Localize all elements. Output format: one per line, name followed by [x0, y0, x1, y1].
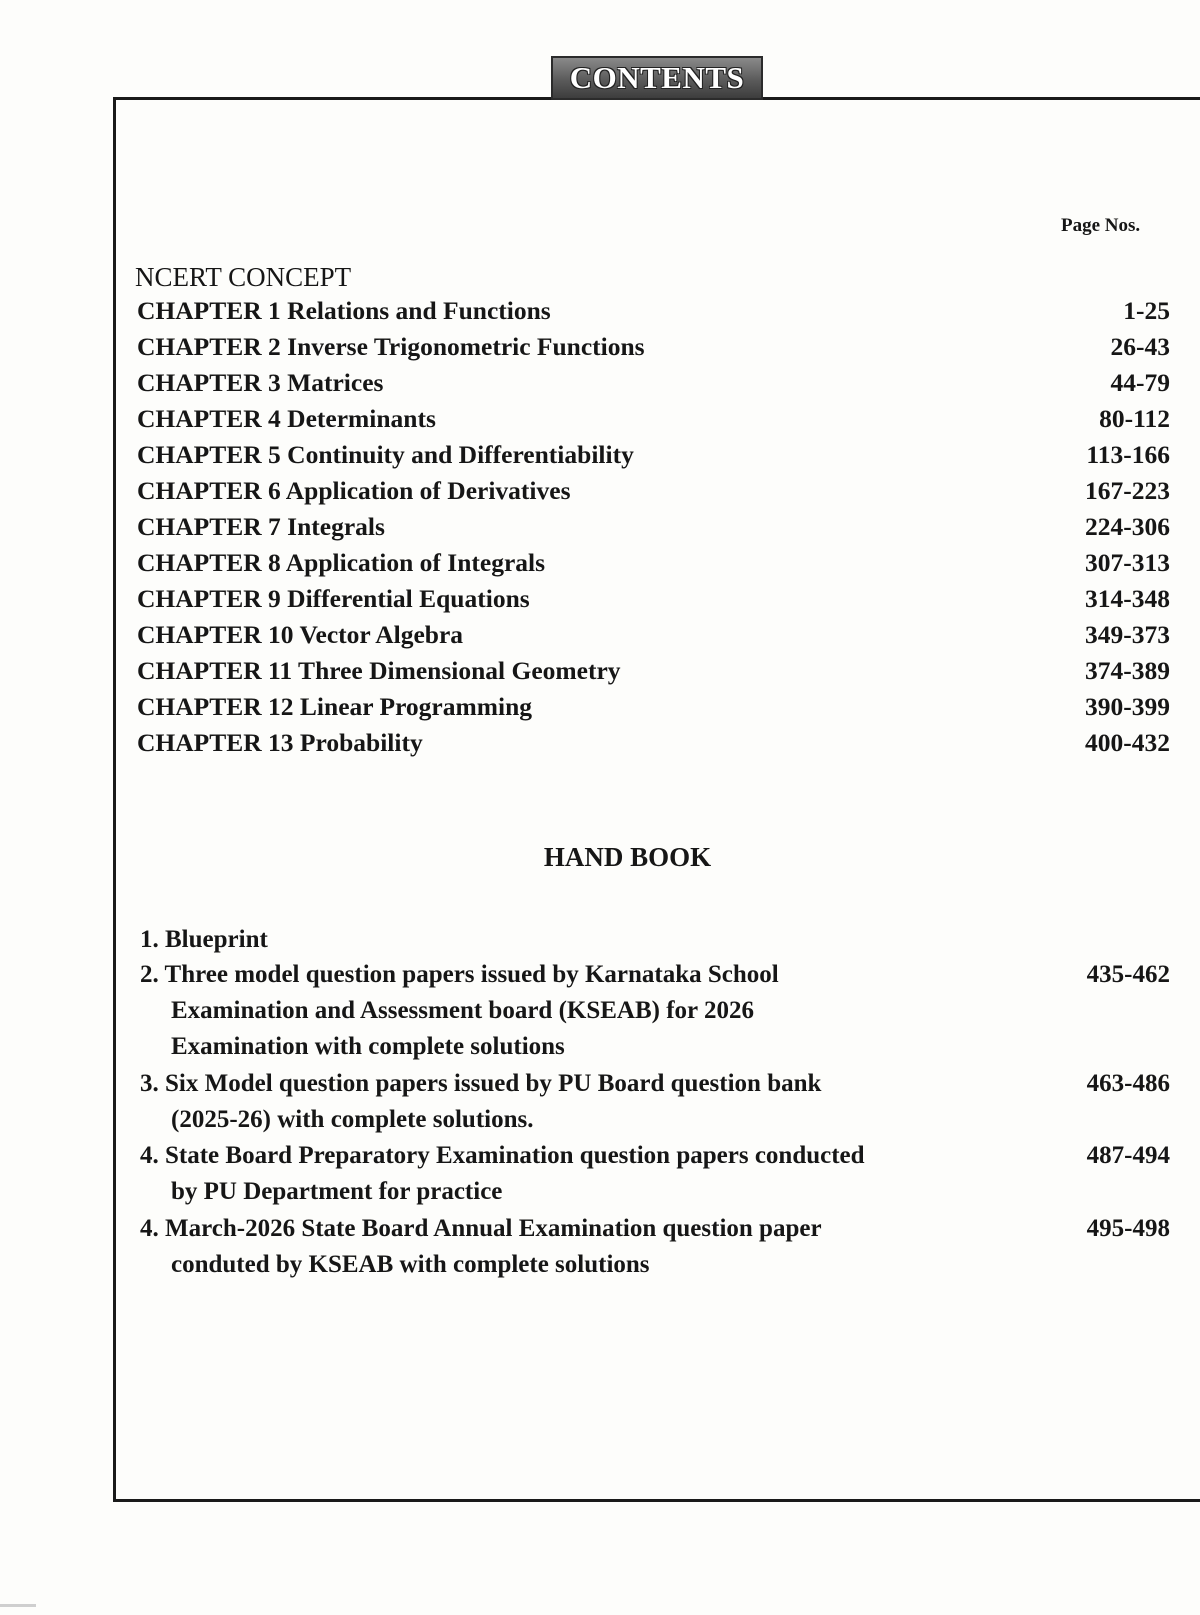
handbook-item-line: 4. State Board Preparatory Examination question papers conducted [140, 1142, 865, 1169]
chapter-row [137, 332, 1170, 368]
chapter-row [137, 404, 1170, 440]
chapter-label: CHAPTER 13 Probability [137, 728, 423, 757]
handbook-item-line: conduted by KSEAB with complete solutions [171, 1251, 650, 1278]
chapter-pages: 314-348 [1085, 584, 1170, 613]
chapter-pages: 390-399 [1085, 692, 1170, 721]
handbook-item-pages: 435-462 [1086, 961, 1170, 988]
chapter-label: CHAPTER 9 Differential Equations [137, 584, 530, 613]
chapter-row [137, 368, 1170, 404]
chapter-row [137, 584, 1170, 620]
chapter-label: CHAPTER 12 Linear Programming [137, 692, 533, 721]
chapter-label: CHAPTER 6 Application of Derivatives [137, 476, 571, 505]
chapter-row [137, 296, 1170, 332]
chapter-pages: 374-389 [1085, 656, 1170, 685]
scan-edge-mark [0, 1604, 36, 1607]
handbook-item [140, 957, 1170, 1065]
chapter-label: CHAPTER 7 Integrals [137, 512, 385, 541]
chapter-row [137, 440, 1170, 476]
chapter-pages: 167-223 [1085, 476, 1170, 505]
page-nos-label: Page Nos. [1061, 215, 1141, 236]
handbook-item [140, 1066, 1170, 1138]
chapter-pages: 113-166 [1086, 440, 1170, 469]
handbook-item-line: 3. Six Model question papers issued by PU Board question bank [140, 1070, 822, 1097]
chapter-row [137, 548, 1170, 584]
chapter-label: CHAPTER 1 Relations and Functions [137, 296, 551, 325]
chapter-row [137, 728, 1170, 764]
chapter-label: CHAPTER 8 Application of Integrals [137, 548, 546, 577]
chapter-pages: 44-79 [1110, 368, 1170, 397]
chapter-pages: 26-43 [1110, 332, 1170, 361]
chapter-row [137, 476, 1170, 512]
chapter-label: CHAPTER 3 Matrices [137, 368, 384, 397]
chapter-pages: 349-373 [1085, 620, 1170, 649]
chapter-row [137, 656, 1170, 692]
chapter-label: CHAPTER 2 Inverse Trigonometric Functions [137, 332, 645, 361]
handbook-section-title: HAND BOOK [543, 842, 712, 872]
chapter-row [137, 512, 1170, 548]
handbook-item [140, 1138, 1170, 1210]
chapter-pages: 400-432 [1085, 728, 1170, 757]
chapter-label: CHAPTER 4 Determinants [137, 404, 436, 433]
handbook-item-pages: 495-498 [1086, 1215, 1170, 1242]
handbook-item-line: Examination and Assessment board (KSEAB) for 2026 [171, 997, 754, 1024]
handbook-item-pages: 463-486 [1086, 1070, 1170, 1097]
chapter-label: CHAPTER 5 Continuity and Differentiability [137, 440, 634, 469]
chapter-pages: 80-112 [1099, 404, 1170, 433]
contents-title: CONTENTS [551, 56, 763, 100]
chapter-pages: 224-306 [1085, 512, 1170, 541]
chapter-row [137, 692, 1170, 728]
chapter-label: CHAPTER 11 Three Dimensional Geometry [137, 656, 621, 685]
chapter-pages: 1-25 [1123, 296, 1170, 325]
handbook-item-pages: 487-494 [1086, 1142, 1170, 1169]
handbook-item-line: 2. Three model question papers issued by Karnataka School [140, 961, 779, 988]
chapter-row [137, 620, 1170, 656]
handbook-item [140, 922, 1170, 958]
handbook-item-line: (2025-26) with complete solutions. [171, 1106, 534, 1133]
handbook-item-line: Examination with complete solutions [171, 1033, 565, 1060]
handbook-item-line: 4. March-2026 State Board Annual Examination question paper [140, 1215, 822, 1242]
ncert-section-title: NCERT CONCEPT [135, 262, 352, 292]
handbook-item [140, 1211, 1170, 1283]
handbook-item-line: 1. Blueprint [140, 926, 268, 953]
chapter-pages: 307-313 [1085, 548, 1170, 577]
chapter-label: CHAPTER 10 Vector Algebra [137, 620, 464, 649]
handbook-item-line: by PU Department for practice [171, 1178, 503, 1205]
